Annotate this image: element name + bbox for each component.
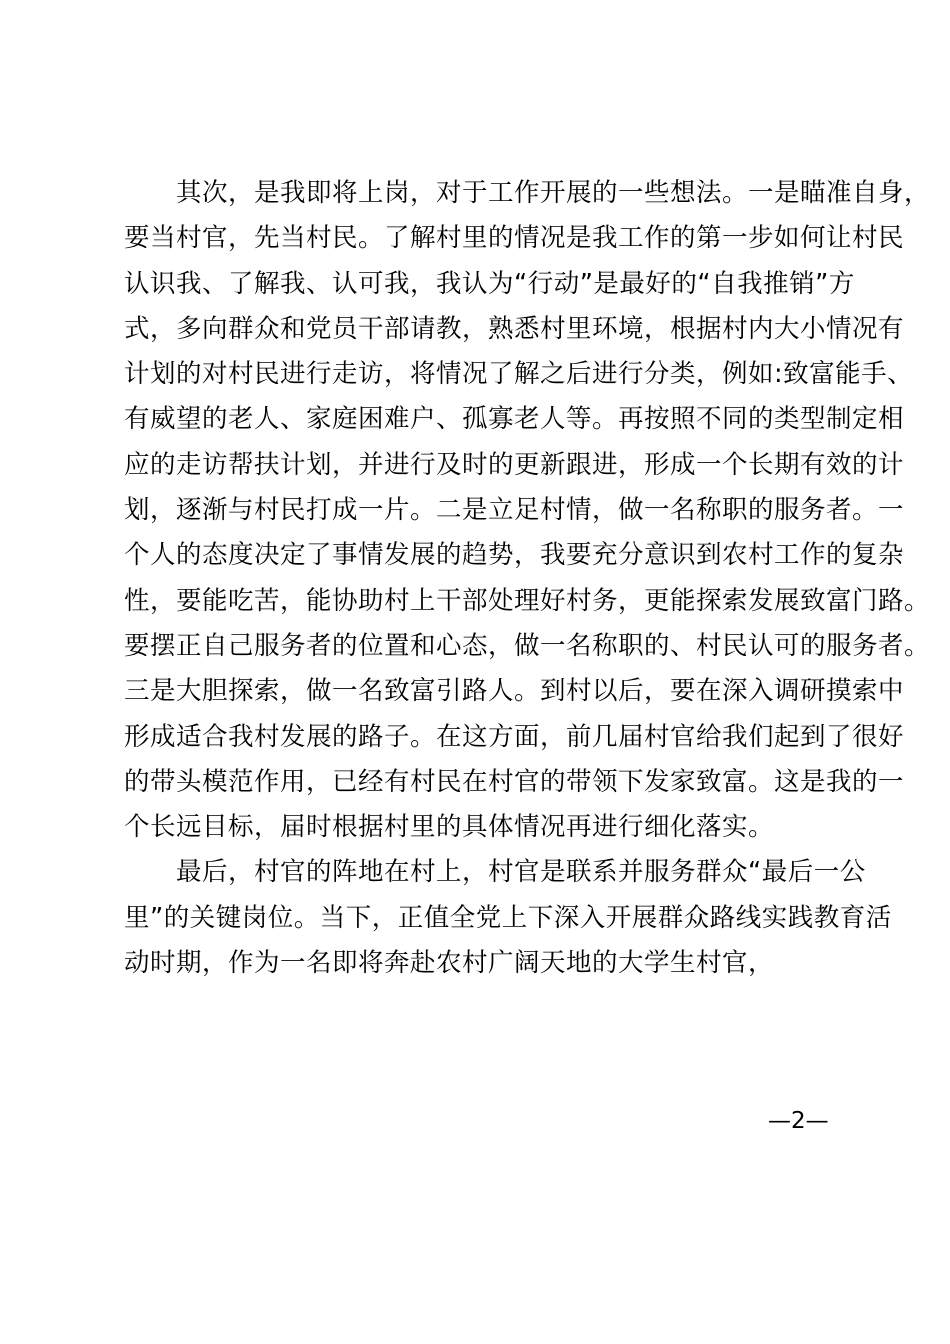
text-line: 个人的态度决定了事情发展的趋势，我要充分意识到农村工作的复杂 <box>124 540 905 571</box>
text-line: 其次，是我即将上岗，对于工作开展的一些想法。一是瞄准自身， <box>176 178 931 208</box>
text-line: 的带头模范作用，已经有村民在村官的带领下发家致富。这是我的一 <box>124 766 905 797</box>
text-line: 性，要能吃苦，能协助村上干部处理好村务，更能探索发展致富门路。 <box>124 585 931 616</box>
text-line: 要当村官，先当村民。了解村里的情况是我工作的第一步如何让村民 <box>124 223 905 254</box>
paragraph-1 <box>124 171 931 850</box>
text-line: 里”的关键岗位。当下，正值全党上下深入开展群众路线实践教育活 <box>124 902 892 933</box>
text-line: 计划的对村民进行走访，将情况了解之后进行分类，例如:致富能手、 <box>124 359 914 390</box>
text-line: 三是大胆探索，做一名致富引路人。到村以后，要在深入调研摸索中 <box>124 676 905 707</box>
text-line: 个长远目标，届时根据村里的具体情况再进行细化落实。 <box>124 812 775 843</box>
text-line: 动时期，作为一名即将奔赴农村广阔天地的大学生村官， <box>124 948 775 979</box>
page-number: —2— <box>768 1108 829 1134</box>
text-line: 划，逐渐与村民打成一片。二是立足村情，做一名称职的服务者。一 <box>124 495 905 526</box>
paragraph-2 <box>124 850 892 986</box>
text-line: 要摆正自己服务者的位置和心态，做一名称职的、村民认可的服务者。 <box>124 630 931 661</box>
text-line: 有威望的老人、家庭困难户、孤寡老人等。再按照不同的类型制定相 <box>124 404 905 435</box>
text-line: 式，多向群众和党员干部请教，熟悉村里环境，根据村内大小情况有 <box>124 313 905 344</box>
text-line: 最后，村官的阵地在村上，村官是联系并服务群众“最后一公 <box>176 857 866 888</box>
text-line: 形成适合我村发展的路子。在这方面，前几届村官给我们起到了很好 <box>124 721 905 752</box>
document-body <box>124 171 931 986</box>
text-line: 认识我、了解我、认可我，我认为“行动”是最好的“自我推销”方 <box>124 268 855 299</box>
text-line: 应的走访帮扶计划，并进行及时的更新跟进，形成一个长期有效的计 <box>124 449 905 480</box>
